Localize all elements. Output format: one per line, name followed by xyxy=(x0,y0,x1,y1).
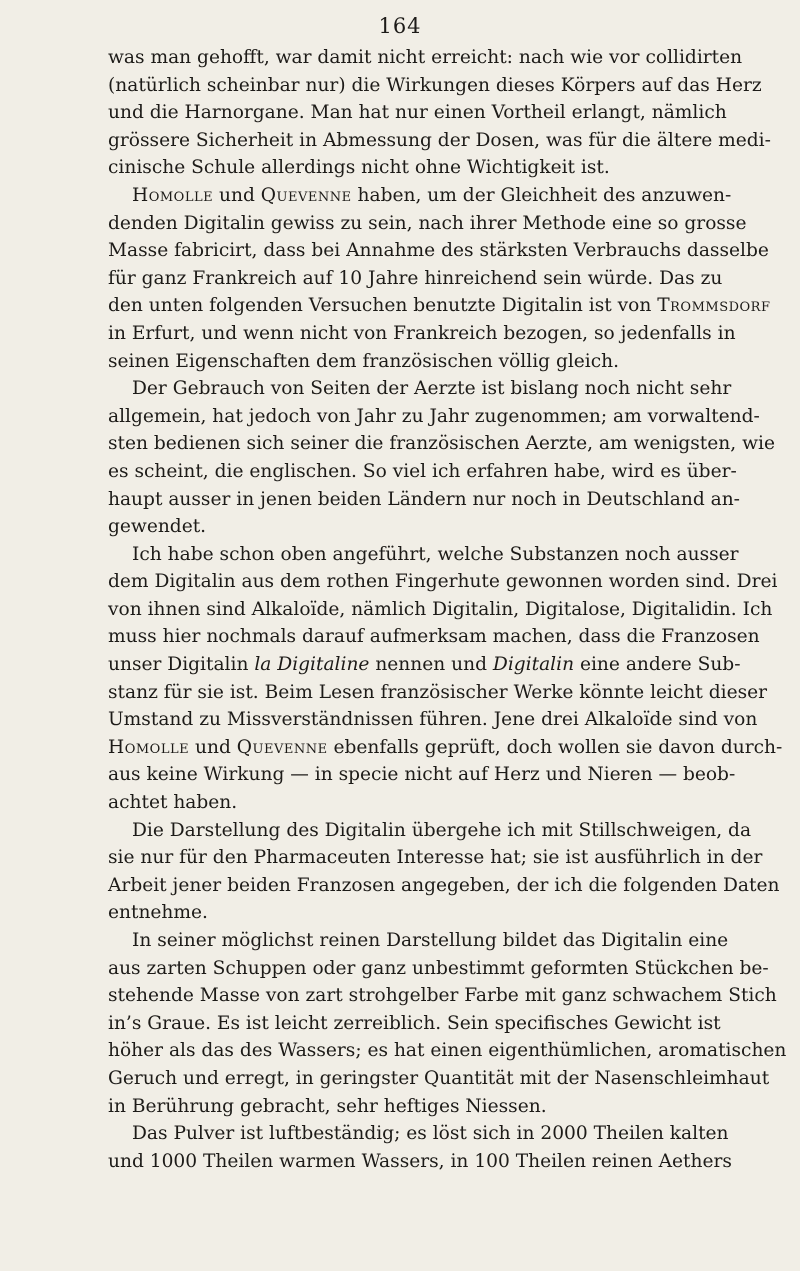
text-line: grössere Sicherheit in Abmessung der Dosen, was für die ältere medi- xyxy=(108,129,771,151)
text-span: unser Digitalin xyxy=(108,654,255,676)
text-span: ebenfalls geprüft, doch wollen sie davon durch- xyxy=(327,736,783,758)
text-line: in Erfurt, und wenn nicht von Frankreich bezogen, so jedenfalls in xyxy=(108,322,736,344)
text-line: cinische Schule allerdings nicht ohne Wichtigkeit ist. xyxy=(108,157,610,179)
text-line: aus keine Wirkung — in specie nicht auf Herz und Nieren — beob- xyxy=(108,764,736,786)
text-line: Geruch und erregt, in geringster Quantität mit der Nasenschleimhaut xyxy=(108,1067,770,1089)
text-line xyxy=(108,182,732,210)
text-line: stanz für sie ist. Beim Lesen französischer Werke könnte leicht dieser xyxy=(108,681,768,703)
text-line: dem Digitalin aus dem rothen Fingerhute gewonnen worden sind. Drei xyxy=(108,571,778,593)
text-line: in Berührung gebracht, sehr heftiges Niessen. xyxy=(108,1095,547,1117)
body-text xyxy=(108,44,787,1175)
text-line: muss hier nochmals darauf aufmerksam machen, dass die Franzosen xyxy=(108,626,760,648)
text-line: Arbeit jener beiden Franzosen angegeben, der ich die folgenden Daten xyxy=(108,874,780,896)
text-line xyxy=(108,292,771,320)
text-line xyxy=(108,651,741,679)
text-line: aus zarten Schuppen oder ganz unbestimmt geformten Stückchen be- xyxy=(108,957,769,979)
text-line: achtet haben. xyxy=(108,792,238,814)
text-line xyxy=(108,734,783,762)
text-line: Das Pulver ist luftbeständig; es löst sich in 2000 Theilen kalten xyxy=(132,1123,729,1145)
text-line: was man gehofft, war damit nicht erreicht: nach wie vor collidirten xyxy=(108,47,743,68)
text-line: stehende Masse von zart strohgelber Farbe mit ganz schwachem Stich xyxy=(108,985,777,1007)
author-name: Trommsdorf xyxy=(657,295,771,317)
text-line: haupt ausser in jenen beiden Ländern nur noch in Deutschland an- xyxy=(108,488,740,510)
text-line: und 1000 Theilen warmen Wassers, in 100 Theilen reinen Aethers xyxy=(108,1150,732,1172)
text-line: In seiner möglichst reinen Darstellung bildet das Digitalin eine xyxy=(132,930,729,951)
text-line: von ihnen sind Alkaloïde, nämlich Digitalin, Digitalose, Digitalidin. Ich xyxy=(108,598,773,620)
author-name: Quevenne xyxy=(236,736,328,758)
text-line: Der Gebrauch von Seiten der Aerzte ist bislang noch nicht sehr xyxy=(132,378,732,400)
text-line: in’s Graue. Es ist leicht zerreiblich. Sein specifisches Gewicht ist xyxy=(108,1012,721,1034)
text-span: und xyxy=(189,736,237,758)
text-line: für ganz Frankreich auf 10 Jahre hinreichend sein würde. Das zu xyxy=(108,267,723,289)
author-name: Homolle xyxy=(108,736,190,758)
author-name: Quevenne xyxy=(260,184,352,206)
text-line: sten bedienen sich seiner die französischen Aerzte, am wenigsten, wie xyxy=(108,433,775,455)
text-line: und die Harnorgane. Man hat nur einen Vortheil erlangt, nämlich xyxy=(108,102,727,124)
text-line: Umstand zu Missverständnissen führen. Jene drei Alkaloïde sind von xyxy=(108,709,758,731)
author-name: Homolle xyxy=(132,184,214,206)
text-line: (natürlich scheinbar nur) die Wirkungen dieses Körpers auf das Herz xyxy=(108,74,762,96)
text-span: haben, um der Gleichheit des anzuwen- xyxy=(351,184,732,206)
text-line: sie nur für den Pharmaceuten Interesse hat; sie ist ausführlich in der xyxy=(108,847,763,869)
text-line: es scheint, die englischen. So viel ich erfahren habe, wird es über- xyxy=(108,460,737,482)
page-number: 164 xyxy=(378,14,422,38)
text-line: gewendet. xyxy=(108,516,207,538)
text-line: höher als das des Wassers; es hat einen eigenthümlichen, aromatischen xyxy=(108,1040,787,1062)
text-line: denden Digitalin gewiss zu sein, nach ihrer Methode eine so grosse xyxy=(108,212,747,234)
italic-term: la Digitaline xyxy=(254,654,370,676)
text-line: seinen Eigenschaften dem französischen völlig gleich. xyxy=(108,350,620,372)
text-line: Ich habe schon oben angeführt, welche Substanzen noch ausser xyxy=(132,543,739,565)
text-span: den unten folgenden Versuchen benutzte Digitalin ist von xyxy=(108,295,658,317)
text-line: allgemein, hat jedoch von Jahr zu Jahr zugenommen; am vorwaltend- xyxy=(108,405,760,427)
text-line: Masse fabricirt, dass bei Annahme des stärksten Verbrauchs dasselbe xyxy=(108,240,769,262)
text-span: und xyxy=(213,184,261,206)
text-span: nennen und xyxy=(369,654,493,676)
text-line: entnehme. xyxy=(108,902,208,924)
italic-term: Digitalin xyxy=(492,654,575,676)
text-line: Die Darstellung des Digitalin übergehe ich mit Stillschweigen, da xyxy=(132,819,752,841)
text-span: eine andere Sub- xyxy=(574,654,741,676)
